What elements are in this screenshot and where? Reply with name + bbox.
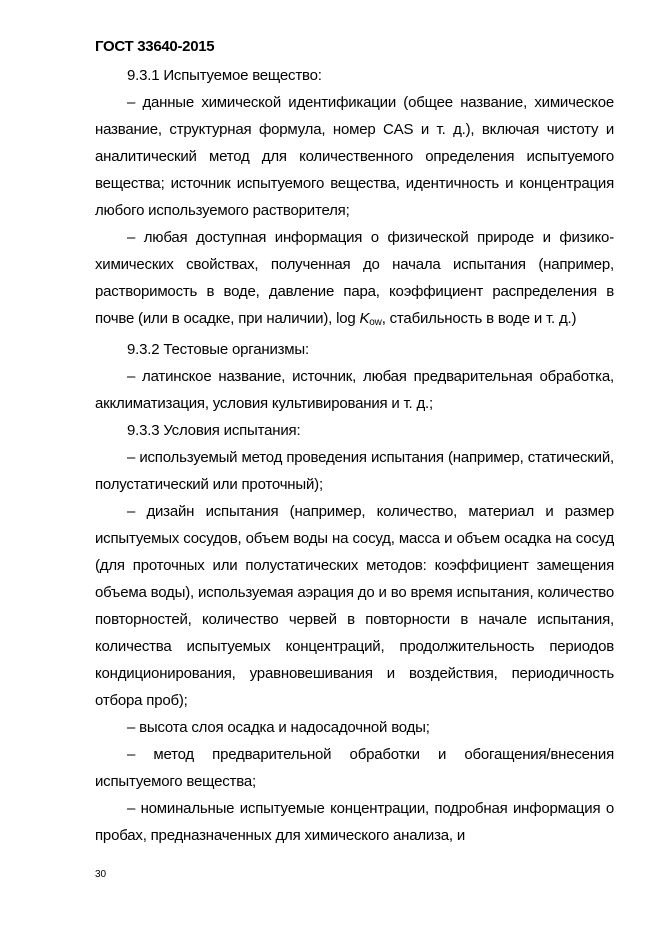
- section-heading-9-3-2: 9.3.2 Тестовые организмы:: [127, 341, 309, 358]
- list-item-identification: – данные химической идентификации (общее название, химическое название, структурная формула, номер CAS и т. д.), включая чистоту и аналитический метод для количественного определения испытуемого вещества; источник испытуемого вещества, идентичность и концентрация любого используемого растворителя;: [95, 94, 614, 219]
- physchem-text-end: , стабильность в воде и т. д.): [381, 310, 577, 327]
- section-heading-9-3-3: 9.3.3 Условия испытания:: [127, 422, 301, 439]
- section-heading-9-3-1: 9.3.1 Испытуемое вещество:: [127, 67, 322, 84]
- physchem-text: – любая доступная информация о физической природе и физико-химических свойствах, полученная до начала испытания (например, растворимость в воде, давление пара, коэффициент распределения в почве (или в осадке, при наличии), log: [95, 229, 614, 327]
- kow-letter: K: [359, 310, 370, 327]
- standard-header: ГОСТ 33640-2015: [95, 38, 215, 55]
- list-item-pretreatment: – метод предварительной обработки и обогащения/внесения испытуемого вещества;: [95, 746, 614, 790]
- kow-symbol: [359, 310, 381, 327]
- document-body: [95, 62, 614, 849]
- list-item-test-design: – дизайн испытания (например, количество, материал и размер испытуемых сосудов, объем воды на сосуд, масса и объем осадка на сосуд (для проточных или полустатических методов: коэффициент замещения объема воды), используемая аэрация до и во время испытания, количество повторностей, количество червей в повторности в начале испытания, количества испытуемых концентраций, продолжительность периодов кондиционирования, уравновешивания и воздействия, периодичность отбора проб);: [95, 503, 614, 709]
- list-item-sediment-height: – высота слоя осадка и надосадочной воды;: [127, 719, 430, 736]
- list-item-physchem-properties: [95, 224, 614, 336]
- list-item-organisms: – латинское название, источник, любая предварительная обработка, акклиматизация, условия культивирования и т. д.;: [95, 368, 614, 412]
- page-number: 30: [95, 869, 107, 880]
- kow-subscript: ow: [369, 317, 382, 328]
- list-item-nominal-concentrations: – номинальные испытуемые концентрации, подробная информация о пробах, предназначенных для химического анализа, и: [95, 800, 614, 844]
- list-item-test-method: – используемый метод проведения испытания (например, статический, полустатический или проточный);: [95, 449, 614, 493]
